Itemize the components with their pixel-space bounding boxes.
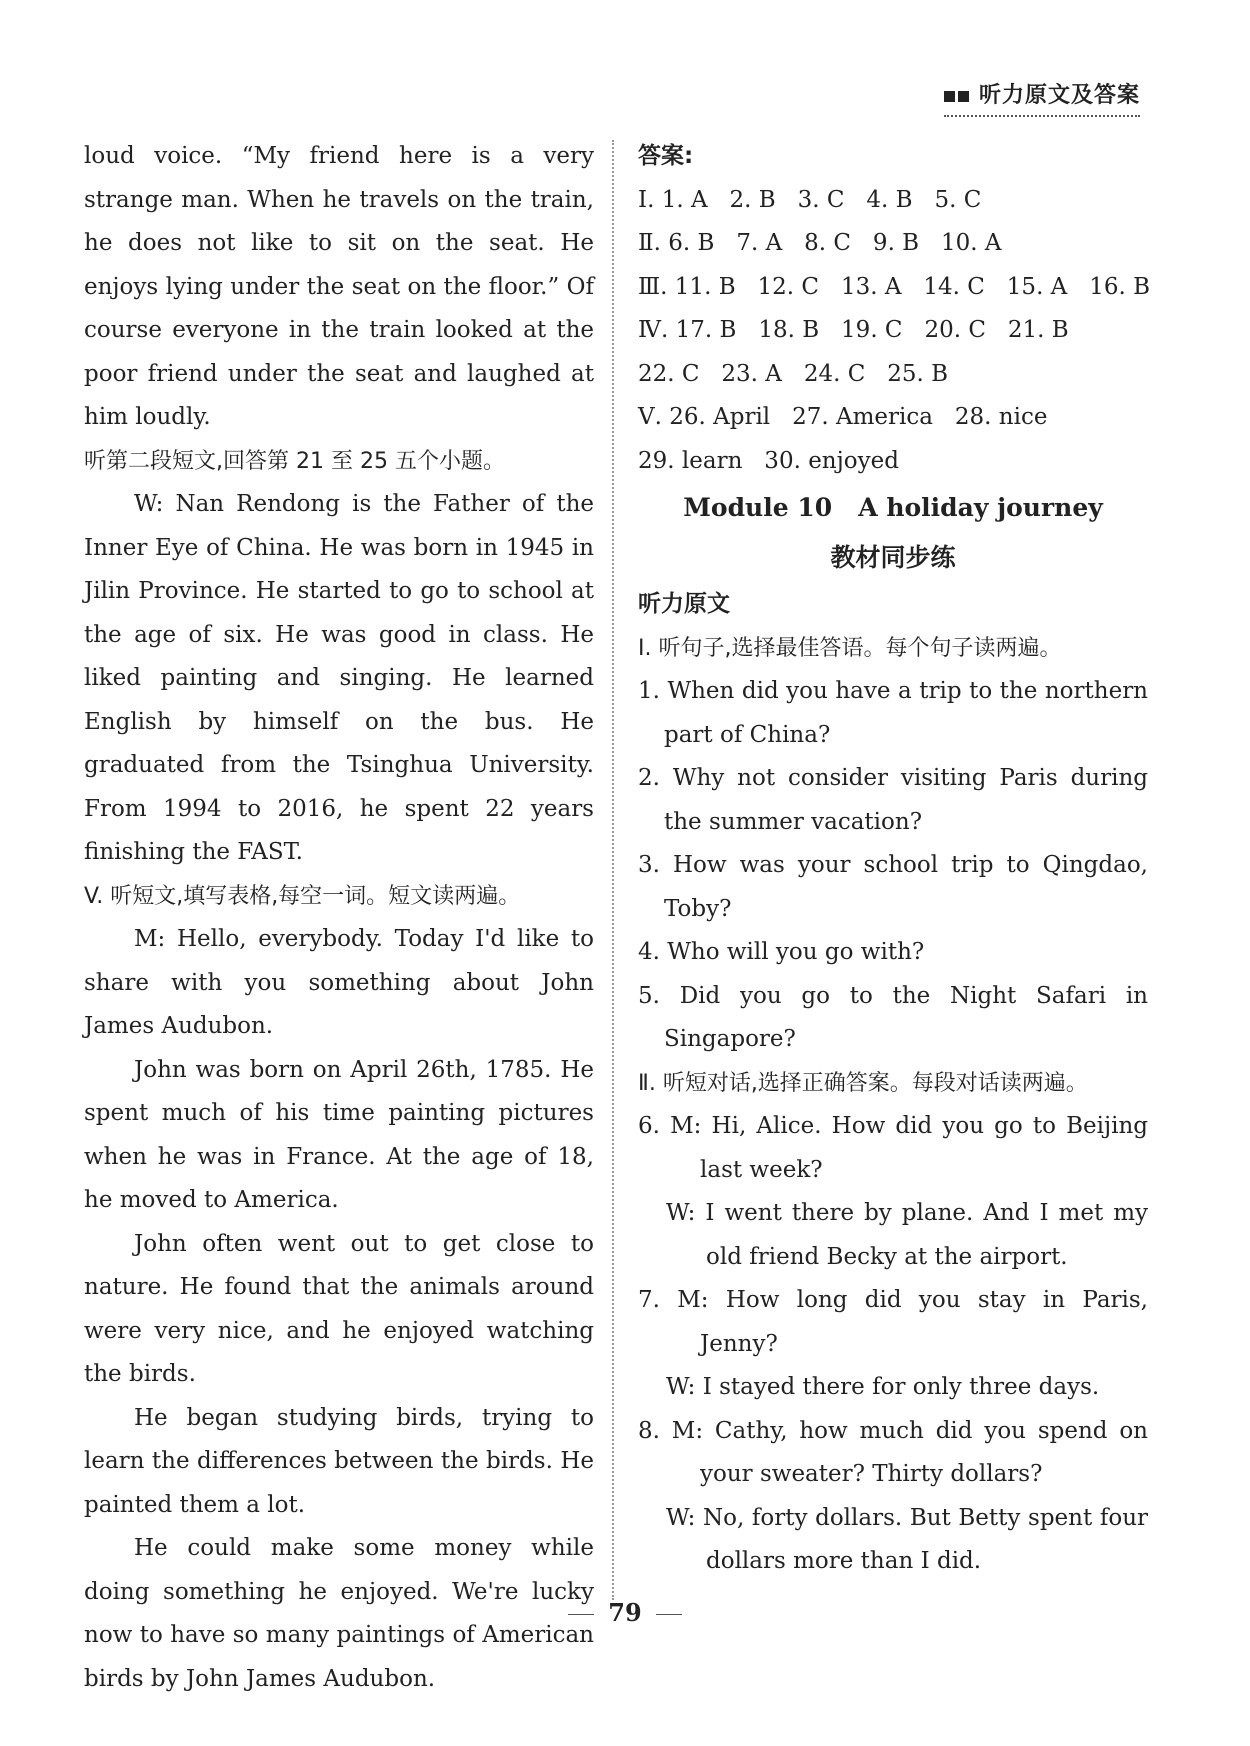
dialogue-line: 8. M: Cathy, how much did you spend on your sweater? Thirty dollars? (638, 1417, 1148, 1487)
answers-heading: 答案: (638, 143, 694, 169)
paragraph: loud voice. “My friend here is a very strange man. When he travels on the train, he does not like to sit on the seat. He enjoys lying under the seat on the floor.” Of course everyone in the train looked at the poor friend under the seat and laughed at him loudly. (84, 143, 594, 430)
module-title: Module 10 A holiday journey (683, 493, 1103, 522)
answer-row: Ⅱ. 6. B 7. A 8. C 9. B 10. A (638, 230, 1002, 256)
dialogue-line: 6. M: Hi, Alice. How did you go to Beijing last week? (638, 1113, 1148, 1183)
dialogue-line: W: I went there by plane. And I met my old friend Becky at the airport. (666, 1200, 1148, 1270)
paragraph: M: Hello, everybody. Today I'd like to share with you something about John James Audubon. (84, 926, 594, 1039)
section-heading: V. 听短文,填写表格,每空一词。短文读两遍。 (84, 883, 521, 909)
question: 2. Why not consider visiting Paris during the summer vacation? (638, 765, 1148, 835)
answer-row: Ⅲ. 11. B 12. C 13. A 14. C 15. A 16. B (638, 273, 1151, 300)
dialogue-line: W: I stayed there for only three days. (666, 1374, 1100, 1400)
dialogue-line: W: No, forty dollars. But Betty spent four dollars more than I did. (666, 1504, 1148, 1574)
page-header (944, 78, 1140, 117)
paragraph: He could make some money while doing something he enjoyed. We're lucky now to have so many paintings of American birds by John James Audubon. (84, 1535, 594, 1692)
section-title: 教材同步练 (830, 543, 956, 572)
section-heading: 听第二段短文,回答第 21 至 25 五个小题。 (84, 448, 505, 474)
column-divider (612, 140, 614, 1600)
right-column (638, 135, 1151, 1584)
page-number (0, 1598, 1250, 1627)
paragraph: He began studying birds, trying to learn the differences between the birds. He painted them a lot. (84, 1404, 594, 1518)
left-column (84, 135, 594, 1701)
page-number-dash (568, 1614, 594, 1615)
question: 5. Did you go to the Night Safari in Singapore? (638, 982, 1148, 1052)
answer-row: 22. C 23. A 24. C 25. B (638, 360, 949, 387)
header-square-icon (944, 91, 955, 102)
question: 4. Who will you go with? (638, 939, 925, 965)
header-square-icon (958, 91, 969, 102)
page-number-dash (656, 1614, 682, 1615)
question: 3. How was your school trip to Qingdao, Toby? (638, 852, 1148, 922)
header-title: 听力原文及答案 (978, 83, 1140, 108)
answer-row: 29. learn 30. enjoyed (638, 447, 899, 474)
page-number-text: 79 (608, 1598, 642, 1627)
answer-row: Ⅳ. 17. B 18. B 19. C 20. C 21. B (638, 317, 1069, 343)
dialogue-line: 7. M: How long did you stay in Paris, Jenny? (638, 1287, 1148, 1357)
paragraph: John often went out to get close to nature. He found that the animals around were very nice, and he enjoyed watching the birds. (84, 1230, 594, 1387)
section-heading: Ⅰ. 听句子,选择最佳答语。每个句子读两遍。 (638, 635, 1062, 661)
question: 1. When did you have a trip to the northern part of China? (638, 678, 1148, 748)
answer-row: Ⅴ. 26. April 27. America 28. nice (638, 404, 1048, 430)
answer-row: Ⅰ. 1. A 2. B 3. C 4. B 5. C (638, 186, 982, 213)
listening-heading: 听力原文 (638, 591, 730, 617)
paragraph: W: Nan Rendong is the Father of the Inner Eye of China. He was born in 1945 in Jilin Province. He started to go to school at the age of six. He was good in class. He liked painting and singing. He learned English by himself on the bus. He graduated from the Tsinghua University. From 1994 to 2016, he spent 22 years finishing the FAST. (84, 491, 594, 865)
section-heading: Ⅱ. 听短对话,选择正确答案。每段对话读两遍。 (638, 1070, 1088, 1096)
paragraph: John was born on April 26th, 1785. He spent much of his time painting pictures when he was in France. At the age of 18, he moved to America. (84, 1056, 594, 1213)
